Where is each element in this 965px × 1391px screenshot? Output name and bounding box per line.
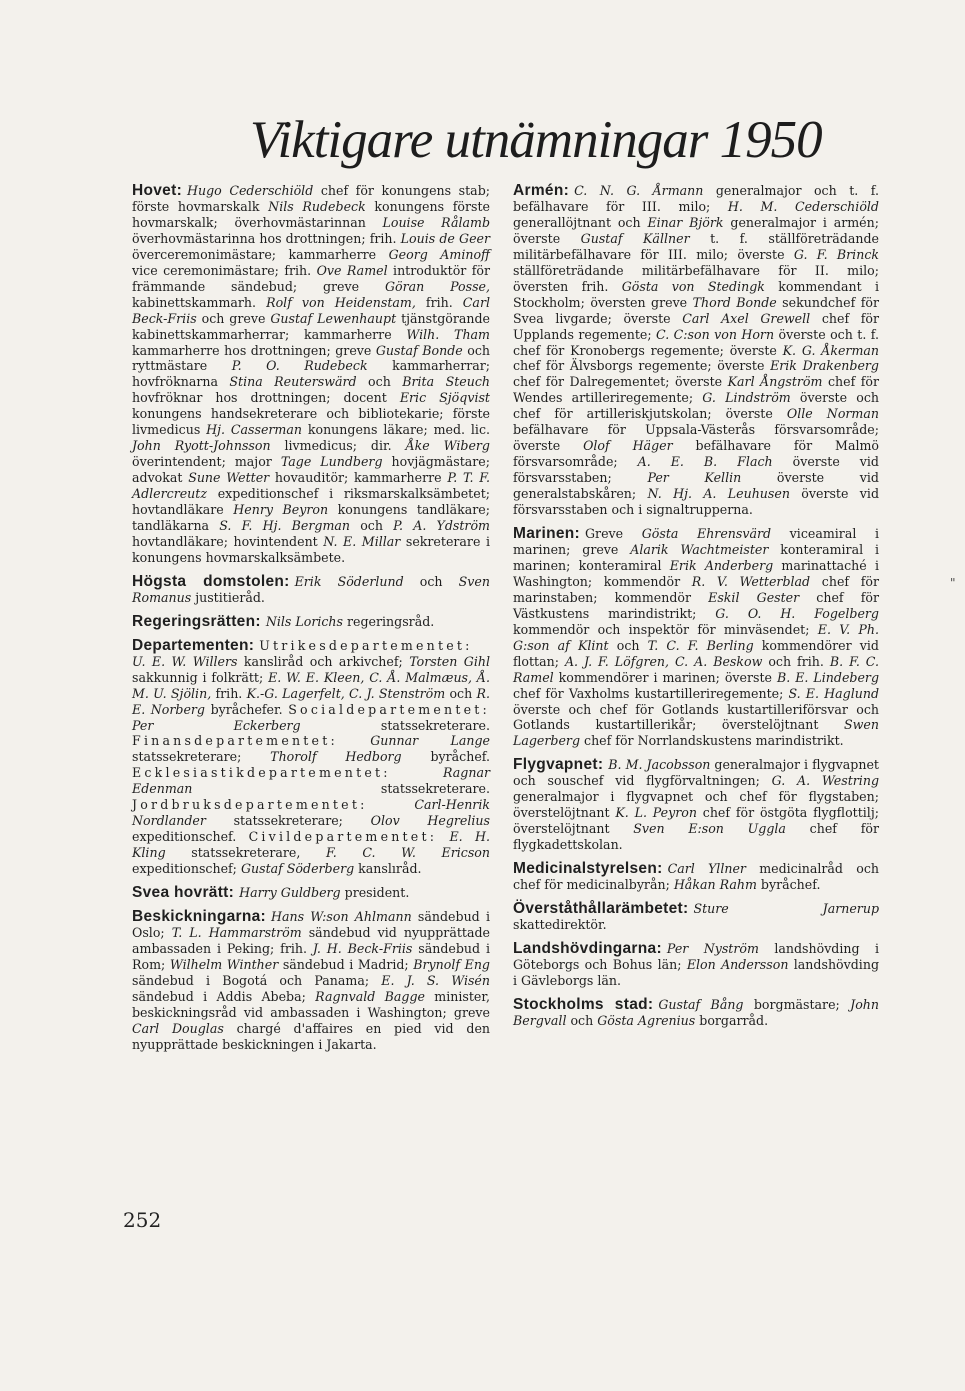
body-text: generalmajor i armén; överste [513, 214, 879, 246]
person-name: P. A. Ydström [393, 518, 490, 534]
person-name: S. F. Hj. Bergman [219, 518, 351, 534]
person-name: Stina Reuterswärd [229, 374, 357, 390]
body-text: överceremonimästare; kammarherre [132, 246, 389, 262]
person-name: Louis de Geer [400, 230, 490, 246]
section-flygvapnet [513, 757, 879, 853]
section-hovet [132, 183, 490, 566]
person-name: N. Hj. A. Leuhusen [647, 486, 790, 502]
body-text: chef för konungens stab; förste hovmarskalk [132, 183, 490, 214]
person-name: Gustaf Bonde [375, 342, 463, 358]
person-name: C. N. G. Årmann [574, 183, 704, 198]
section-overstathallarambetet [513, 901, 879, 933]
person-name: G. A. Westring [771, 773, 879, 789]
person-name: Einar Björk [647, 214, 724, 230]
body-text [391, 765, 443, 780]
section-marinen [513, 526, 879, 749]
person-name: Karl Ångström [727, 374, 823, 390]
margin-mark: " [950, 576, 956, 590]
body-text: statssekreterare; [205, 813, 371, 829]
section-landshovdingarna [513, 941, 879, 989]
body-text: och greve [196, 310, 271, 326]
body-text: överste och chef för Gotlands kustartilleriförsvar och Gotlands kustartillerikår; överstelöjtnant [513, 701, 879, 733]
person-name: John Bergvall [513, 996, 879, 1028]
section-heading: Marinen: [513, 525, 580, 543]
body-text: hovtandläkare; hovintendent [132, 533, 324, 549]
body-text: kabinettskammarh. [132, 294, 267, 310]
body-text: chargé d'affaires en pied vid den nyupprättade beskickningen i Jakarta. [132, 1020, 491, 1052]
person-name: Gunnar Lange [370, 733, 490, 749]
person-name: E. V. Ph. G:son af Klint [513, 621, 880, 653]
body-text: och ryttmästare [132, 342, 490, 374]
person-name: Gösta Ehrensvärd [641, 526, 772, 542]
body-text: livmedicus; dir. [270, 438, 406, 454]
body-text: sändebud i Rom; [132, 940, 490, 972]
person-name: Carl Yllner [667, 861, 746, 877]
body-text: kommendörer vid flottan; [513, 637, 879, 669]
body-text: överintendent; major [132, 454, 281, 470]
body-text: sändebud i Bogotá och Panama; [132, 972, 382, 988]
body-text: minister, beskickningsråd vid ambassaden i Washington; greve [132, 988, 490, 1020]
person-name: K. L. Peyron [615, 805, 697, 821]
body-text: chef för Upplands regemente; [513, 310, 879, 342]
section-heading: Regeringsrätten: [132, 612, 261, 630]
body-text: borgmästare; [743, 996, 851, 1012]
person-name: B. M. Jacobsson [608, 757, 711, 773]
person-name: Göran Posse, [384, 278, 490, 294]
section-beskickningarna [132, 909, 490, 1053]
person-name: F. C. W. Ericson [325, 845, 490, 861]
person-name: Eric Sjöqvist [399, 390, 490, 406]
person-name: Eskil Gester [708, 589, 800, 605]
person-name: Ragnar Edenman [132, 765, 490, 797]
body-text: och [356, 374, 403, 390]
person-name: Per Nyström [666, 940, 759, 956]
person-name: T. C. F. Berling [647, 637, 754, 653]
person-name: Åke Wiberg [405, 438, 490, 454]
person-name: Gustaf Lewenhaupt [270, 310, 397, 326]
body-text: statssekreterare. [300, 717, 490, 733]
body-text: statssekreterare, [165, 845, 326, 861]
body-text: kommendörer i marinen; överste [553, 669, 777, 685]
body-text: kommendant i Stockholm; översten greve [513, 278, 879, 310]
body-text: expeditionschef; [132, 861, 241, 877]
section-svea-hovratt [132, 885, 490, 901]
body-text [338, 733, 370, 748]
body-text: konteramiral i marinen; konteramiral [513, 541, 879, 573]
person-name: G. O. H. Fogelberg [715, 605, 879, 621]
person-name: E. H. Kling [132, 829, 490, 861]
person-name: Hugo Cederschiöld [187, 183, 314, 198]
person-name: Sven E:son Uggla [633, 821, 786, 837]
section-heading: Departementen: [132, 636, 255, 654]
person-name: Ove Ramel [316, 262, 388, 278]
person-name: A. J. F. Löfgren, C. A. Beskow [564, 653, 763, 669]
body-text: konungens handsekreterare och bibliotekarie; förste livmedicus [132, 406, 490, 438]
body-text: chef för Wendes artilleriregemente; [513, 374, 879, 406]
body-text: chef för Vaxholms kustartilleriregemente; [513, 685, 789, 701]
section-heading: Flygvapnet: [513, 756, 604, 774]
person-name: K. G. Åkerman [782, 342, 880, 358]
person-name: B. E. Lindeberg [776, 669, 880, 685]
body-text: introduktör för främmande sändebud; greve [132, 262, 491, 294]
department-name: Finansdepartementet: [132, 733, 338, 749]
person-name: Brita Steuch [402, 374, 490, 390]
person-name: Gustaf Källner [580, 230, 690, 246]
body-text: överste vid försvarsstaben; [513, 454, 879, 486]
person-name: John Ryott-Johnsson [132, 438, 271, 454]
person-name: Harry Guldberg [239, 885, 341, 901]
body-text: överste och t. f. chef för Kronobergs regemente; överste [513, 326, 879, 358]
section-stockholms-stad [513, 997, 879, 1029]
body-text: och [350, 518, 394, 534]
body-text: överste vid försvarsstaben och i signaltrupperna. [513, 486, 880, 518]
body-text: expeditionschef. [132, 829, 249, 845]
section-hogsta-domstolen [132, 574, 490, 606]
person-name: Carl Beck-Friis [132, 294, 490, 326]
body-text: justitieråd. [191, 589, 265, 605]
body-text: president. [340, 885, 410, 901]
person-name: Gustaf Söderberg [240, 861, 355, 877]
person-name: Carl Axel Grewell [682, 310, 811, 326]
body-text: sändebud vid nyupprättade ambassaden i Peking; frih. [132, 924, 490, 956]
person-name: Swen Lagerberg [513, 717, 879, 749]
body-text: generallöjtnant och [513, 214, 648, 230]
body-text: konungens läkare; med. lic. [302, 422, 490, 438]
person-name: Olov Hegrelius [370, 813, 491, 829]
person-name: Nils Lorichs [265, 613, 343, 629]
body-text: Greve [585, 526, 642, 542]
body-text: och [566, 1012, 598, 1028]
body-text: överste och chef för artilleriskjutskolan; överste [513, 390, 880, 422]
body-text: konungens tandläkare; tandläkarna [132, 502, 490, 534]
body-text: frih. [211, 685, 247, 701]
body-text: byråchefer. [205, 701, 289, 717]
person-name: Brynolf Eng [413, 956, 490, 972]
section-heading: Medicinalstyrelsen: [513, 860, 663, 878]
person-name: Gösta Agrenius [597, 1012, 696, 1028]
person-name: Rolf von Heidenstam, [266, 294, 416, 310]
body-text [437, 829, 449, 844]
person-name: T. L. Hammarström [171, 924, 302, 940]
body-text: chef för Älvsborgs regemente; överste [513, 358, 771, 374]
body-text: skattedirektör. [513, 916, 607, 932]
body-text: och [445, 685, 477, 701]
body-text: hovjägmästare; advokat [132, 454, 490, 486]
person-name: Carl Douglas [132, 1020, 224, 1036]
person-name: Torsten Gihl [409, 653, 490, 669]
section-heading: Svea hovrätt: [132, 884, 235, 902]
person-name: Sven Romanus [132, 573, 490, 605]
body-text: t. f. ställföreträdande militärbefälhavare för III. milo; överste [513, 230, 879, 262]
body-text: kommendör och inspektör för minväsendet; [513, 621, 818, 637]
department-name: Jordbruksdepartementet: [132, 797, 368, 813]
person-name: Nils Rudebeck [268, 198, 366, 214]
person-name: Elon Andersson [686, 956, 789, 972]
left-column [132, 183, 490, 1061]
body-text: hovauditör; kammarherre [269, 470, 448, 486]
person-name: Gustaf Bång [658, 996, 744, 1012]
body-text: viceamiral i marinen; greve [513, 526, 879, 557]
body-text: konungens förste hovmarskalk; överhovmästarinnan [132, 198, 490, 230]
section-heading: Hovet: [132, 182, 183, 199]
body-text: sekreterare i konungens hovmarskalksämbete. [132, 533, 490, 565]
body-text: vice ceremonimästare; frih. [132, 262, 317, 278]
person-name: R. V. Wetterblad [691, 573, 811, 589]
person-name: Erik Drakenberg [770, 358, 879, 374]
person-name: G. Lindström [702, 390, 791, 406]
person-name: Sune Wetter [188, 470, 270, 486]
person-name: Erik Anderberg [669, 557, 774, 573]
person-name: U. E. W. Willers [132, 653, 238, 669]
person-name: A. E. B. Flach [637, 454, 773, 470]
person-name: J. H. Beck-Friis [312, 940, 413, 956]
person-name: Louise Rålamb [382, 214, 490, 230]
body-text: kansliråd och arkivchef; [237, 653, 410, 669]
person-name: Tage Lundberg [280, 454, 383, 470]
body-text: regeringsråd. [343, 613, 435, 629]
body-text: ställföreträdande militärbefälhavare för II. milo; översten frih. [513, 262, 879, 294]
body-text: byråchef. [401, 749, 490, 765]
section-departementen [132, 638, 490, 877]
right-column [513, 183, 879, 1037]
page-number: 252 [123, 1208, 162, 1232]
body-text: sakkunnig i folkrätt; [132, 669, 269, 685]
body-text: borgarråd. [695, 1012, 769, 1028]
person-name: P. O. Rudebeck [231, 358, 368, 374]
person-name: Olof Häger [583, 438, 673, 454]
person-name: Wilhelm Winther [169, 956, 279, 972]
body-text: och frih. [762, 653, 830, 669]
body-text: expeditionschef i riksmarskalksämbetet; hovtandläkare [132, 486, 490, 518]
body-text: befälhavare för Malmö försvarsområde; [513, 438, 880, 470]
section-heading: Överståthållarämbetet: [513, 899, 689, 917]
person-name: Henry Beyron [233, 502, 329, 518]
person-name: E. J. S. Wisén [381, 972, 490, 988]
body-text: medicinalråd och chef för medicinalbyrån; [513, 861, 879, 893]
body-text: tjänstgörande kabinettskammarherrar; kammarherre [132, 310, 490, 342]
person-name: Erik Söderlund [294, 573, 404, 589]
body-text: överhovmästarinna hos drottningen; frih. [132, 230, 401, 246]
body-text: sekundchef för Svea livgarde; överste [513, 294, 880, 326]
person-name: Gösta von Stedingk [621, 278, 765, 294]
body-text: statssekreterare. [192, 781, 490, 797]
body-text: överste vid generalstabskåren; [513, 470, 879, 502]
person-name: Georg Aminoff [388, 246, 490, 262]
body-text: generalmajor i flygvapnet och chef för flygstaben; överstelöjtnant [513, 789, 879, 821]
person-name: E. W. E. Kleen, C. Å. Malmæus, Å. M. U. Sjölin, [132, 669, 490, 701]
body-text: frih. [415, 294, 463, 310]
person-name: N. E. Millar [323, 533, 401, 549]
section-heading: Stockholms stad: [513, 995, 654, 1013]
body-text: byråchef. [756, 877, 821, 893]
section-heading: Beskickningarna: [132, 907, 267, 925]
department-name: Socialdepartementet: [288, 701, 490, 717]
body-text: chef för Dalregementet; överste [513, 374, 728, 390]
section-heading: Landshövdingarna: [513, 939, 662, 957]
page-title: Viktigare utnämningar 1950 [250, 111, 822, 169]
department-name: Ecklesiastikdepartementet: [132, 765, 391, 781]
section-regeringsratten [132, 614, 490, 630]
person-name: Wilh. Tham [406, 326, 491, 342]
body-text: kammarherrar; hovfröknarna [132, 358, 491, 390]
body-text [368, 797, 415, 812]
body-text: chef för flygkadettskolan. [513, 821, 879, 853]
body-text: sändebud i Madrid; [278, 956, 414, 972]
person-name: Hans W:son Ahlmann [271, 908, 412, 924]
person-name: Carl-Henrik Nordlander [132, 797, 490, 829]
person-name: Ragnvald Bagge [315, 988, 425, 1004]
body-text: kammarherre hos drottningen; greve [132, 342, 376, 358]
person-name: R. E. Norberg [132, 685, 490, 717]
body-text: hovfröknar hos drottningen; docent [132, 390, 400, 406]
person-name: C. C:son von Horn [656, 326, 775, 342]
person-name: Thorolf Hedborg [270, 749, 402, 765]
section-armen [513, 183, 879, 518]
person-name: P. T. F. Adlercreutz [132, 470, 490, 502]
person-name: Hj. Casserman [206, 422, 302, 438]
person-name: H. M. Cederschiöld [727, 198, 879, 214]
person-name: Olle Norman [786, 406, 879, 422]
body-text: och [403, 573, 459, 589]
body-text: landshövding i Göteborgs och Bohus län; [513, 940, 879, 972]
person-name: G. F. Brinck [793, 246, 880, 262]
person-name: Alarik Wachtmeister [630, 541, 769, 557]
body-text: landshövding i Gävleborgs län. [513, 956, 880, 988]
person-name: S. E. Haglund [788, 685, 880, 701]
person-name: B. F. C. Ramel [513, 653, 879, 685]
person-name: K.-G. Lagerfelt, C. J. Stenström [246, 685, 446, 701]
person-name: Thord Bonde [692, 294, 777, 310]
section-medicinalstyrelsen [513, 861, 879, 893]
body-text: kanslıråd. [354, 861, 422, 877]
body-text: chef för östgöta flygflottilj; överstelöjtnant [513, 805, 879, 837]
person-name: Sture Jarnerup [693, 900, 879, 916]
body-text: chef för Västkustens marindistrikt; [513, 589, 879, 621]
department-name: Civildepartementet: [248, 829, 438, 845]
person-name: Per Kellin [647, 470, 742, 486]
person-name: Per Eckerberg [132, 717, 301, 733]
body-text: statssekreterare; [132, 749, 271, 765]
body-text: generalmajor i flygvapnet och souschef vid flygförvaltningen; [513, 757, 879, 789]
section-heading: Högsta domstolen: [132, 572, 290, 590]
body-text: generalmajor och t. f. befälhavare för III. milo; [513, 183, 879, 214]
person-name: Håkan Rahm [673, 877, 757, 893]
department-name: Utrikesdepartementet: [259, 637, 473, 653]
body-text: chef för Norrlandskustens marindistrikt. [580, 733, 844, 749]
body-text: sändebud i Addis Abeba; [132, 988, 316, 1004]
section-heading: Armén: [513, 182, 570, 199]
body-text: och [608, 637, 648, 653]
body-text: sändebud i Oslo; [132, 908, 490, 940]
body-text: marinattaché i Washington; kommendör [513, 557, 879, 589]
body-text: chef för marinstaben; kommendör [513, 573, 879, 605]
body-text: befälhavare för Uppsala-Västerås försvarsområde; överste [513, 422, 879, 454]
